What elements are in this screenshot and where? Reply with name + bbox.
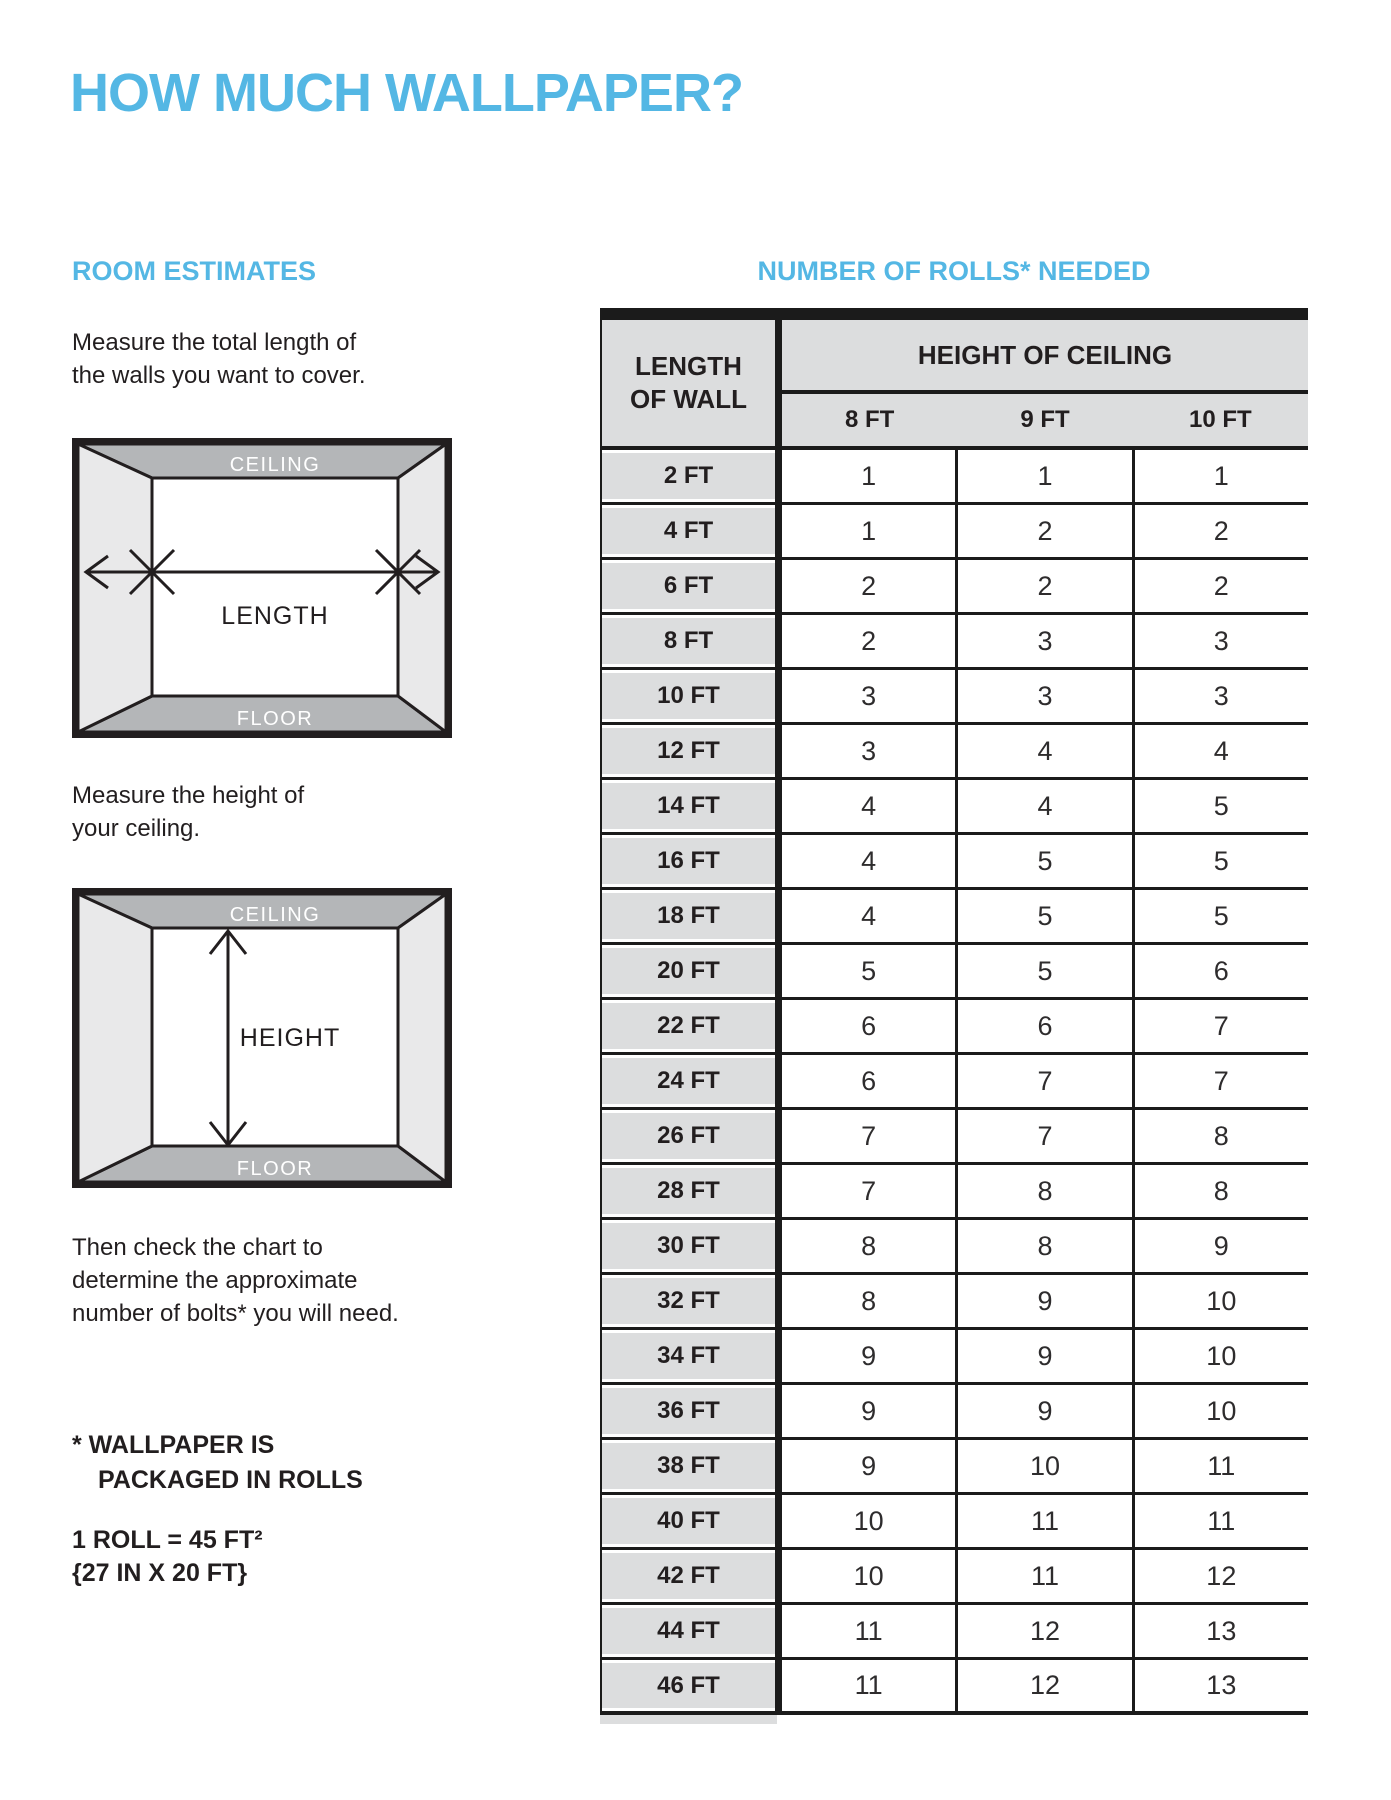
instruction-measure-length xyxy=(72,326,365,392)
table-row xyxy=(600,505,1308,560)
col-header-9ft: 9 FT xyxy=(1020,406,1070,433)
thick-divider xyxy=(775,1165,782,1217)
cell-8ft: 3 xyxy=(782,725,955,777)
rolls-needed-heading: NUMBER OF ROLLS* NEEDED xyxy=(757,256,1151,286)
table-bottom-sliver xyxy=(600,1715,777,1724)
table-top-bar xyxy=(600,308,1308,320)
table-row xyxy=(600,1110,1308,1165)
thick-divider xyxy=(775,320,782,446)
thick-divider xyxy=(775,780,782,832)
cell-10ft: 7 xyxy=(1132,1055,1308,1107)
cell-9ft: 2 xyxy=(955,560,1131,612)
ceiling-label: CEILING xyxy=(229,454,321,476)
wallpaper-footnote xyxy=(72,1428,363,1498)
table-row xyxy=(600,1660,1308,1715)
thick-divider xyxy=(775,1330,782,1382)
table-row xyxy=(600,1385,1308,1440)
row-label: 16 FT xyxy=(600,835,775,887)
row-label: 32 FT xyxy=(600,1275,775,1327)
length-diagram xyxy=(72,438,452,738)
col-header-10ft: 10 FT xyxy=(1188,406,1252,433)
cell-10ft: 7 xyxy=(1132,1000,1308,1052)
row-label: 6 FT xyxy=(600,560,775,612)
height-of-ceiling-header: HEIGHT OF CEILING xyxy=(782,320,1308,394)
floor-label: FLOOR xyxy=(236,1158,314,1180)
table-row xyxy=(600,780,1308,835)
cell-10ft: 13 xyxy=(1132,1605,1308,1657)
cell-8ft: 8 xyxy=(782,1275,955,1327)
cell-8ft: 11 xyxy=(782,1605,955,1657)
height-label: HEIGHT xyxy=(239,1024,341,1052)
cell-8ft: 4 xyxy=(782,780,955,832)
cell-8ft: 1 xyxy=(782,505,955,557)
cell-9ft: 4 xyxy=(955,725,1131,777)
cell-9ft: 12 xyxy=(955,1660,1131,1711)
row-label: 46 FT xyxy=(600,1660,775,1711)
height-diagram-svg xyxy=(78,894,446,1182)
table-row xyxy=(600,1605,1308,1660)
table-row xyxy=(600,560,1308,615)
table-body xyxy=(600,450,1308,1715)
cell-8ft: 1 xyxy=(782,450,955,502)
cell-8ft: 7 xyxy=(782,1110,955,1162)
thick-divider xyxy=(775,945,782,997)
cell-8ft: 3 xyxy=(782,670,955,722)
cell-10ft: 8 xyxy=(1132,1165,1308,1217)
table-row xyxy=(600,890,1308,945)
table-row xyxy=(600,1000,1308,1055)
room-estimates-heading: ROOM ESTIMATES xyxy=(72,256,317,286)
col-header-8ft: 8 FT xyxy=(844,406,895,433)
table-row xyxy=(600,835,1308,890)
cell-9ft: 8 xyxy=(955,1220,1131,1272)
cell-10ft: 5 xyxy=(1132,835,1308,887)
table-row xyxy=(600,1330,1308,1385)
cell-10ft: 10 xyxy=(1132,1385,1308,1437)
cell-10ft: 4 xyxy=(1132,725,1308,777)
table-row xyxy=(600,1440,1308,1495)
left-wall xyxy=(78,444,152,732)
cell-9ft: 12 xyxy=(955,1605,1131,1657)
row-label: 26 FT xyxy=(600,1110,775,1162)
table-row xyxy=(600,615,1308,670)
row-label: 28 FT xyxy=(600,1165,775,1217)
thick-divider xyxy=(775,1220,782,1272)
instruction-line: Measure the total length of xyxy=(72,329,357,356)
row-label: 14 FT xyxy=(600,780,775,832)
instruction-measure-height xyxy=(72,779,304,845)
back-wall xyxy=(152,478,398,696)
header-line: OF WALL xyxy=(630,384,747,414)
length-diagram-svg xyxy=(78,444,446,732)
cell-10ft: 2 xyxy=(1132,505,1308,557)
cell-9ft: 5 xyxy=(955,890,1131,942)
table-row xyxy=(600,1275,1308,1330)
cell-9ft: 5 xyxy=(955,945,1131,997)
cell-10ft: 2 xyxy=(1132,560,1308,612)
cell-9ft: 3 xyxy=(955,670,1131,722)
row-label: 22 FT xyxy=(600,1000,775,1052)
thick-divider xyxy=(775,890,782,942)
instruction-line: the walls you want to cover. xyxy=(72,362,366,389)
column-headers xyxy=(782,394,1308,446)
cell-8ft: 7 xyxy=(782,1165,955,1217)
cell-10ft: 6 xyxy=(1132,945,1308,997)
row-label: 18 FT xyxy=(600,890,775,942)
cell-8ft: 10 xyxy=(782,1550,955,1602)
header-line: LENGTH xyxy=(635,351,742,381)
cell-8ft: 9 xyxy=(782,1440,955,1492)
thick-divider xyxy=(775,560,782,612)
cell-8ft: 2 xyxy=(782,615,955,667)
row-label: 8 FT xyxy=(600,615,775,667)
thick-divider xyxy=(775,1055,782,1107)
cell-8ft: 6 xyxy=(782,1055,955,1107)
thick-divider xyxy=(775,1275,782,1327)
thick-divider xyxy=(775,450,782,502)
rolls-table xyxy=(600,308,1308,1724)
instruction-line: Then check the chart to xyxy=(72,1234,323,1261)
row-label: 2 FT xyxy=(600,450,775,502)
thick-divider xyxy=(775,1550,782,1602)
instruction-line: Measure the height of xyxy=(72,782,305,809)
instruction-check-chart xyxy=(72,1231,399,1330)
page-title: HOW MUCH WALLPAPER? xyxy=(70,63,743,123)
table-row xyxy=(600,1220,1308,1275)
cell-9ft: 3 xyxy=(955,615,1131,667)
ceiling-label: CEILING xyxy=(229,904,321,926)
cell-8ft: 4 xyxy=(782,890,955,942)
row-label: 4 FT xyxy=(600,505,775,557)
cell-9ft: 4 xyxy=(955,780,1131,832)
table-row xyxy=(600,1495,1308,1550)
roll-spec-line: 1 ROLL = 45 FT² xyxy=(72,1526,263,1554)
thick-divider xyxy=(775,670,782,722)
row-label: 44 FT xyxy=(600,1605,775,1657)
instruction-line: determine the approximate xyxy=(72,1267,358,1294)
ceiling-header-group xyxy=(782,320,1308,446)
thick-divider xyxy=(775,1495,782,1547)
footnote-line: * WALLPAPER IS xyxy=(72,1431,275,1459)
height-diagram xyxy=(72,888,452,1188)
instruction-line: number of bolts* you will need. xyxy=(72,1300,399,1327)
table-row xyxy=(600,1550,1308,1605)
cell-10ft: 12 xyxy=(1132,1550,1308,1602)
thick-divider xyxy=(775,1385,782,1437)
cell-9ft: 7 xyxy=(955,1110,1131,1162)
thick-divider xyxy=(775,1440,782,1492)
roll-spec xyxy=(72,1524,263,1590)
table-row xyxy=(600,670,1308,725)
row-label: 36 FT xyxy=(600,1385,775,1437)
row-label: 30 FT xyxy=(600,1220,775,1272)
thick-divider xyxy=(775,1605,782,1657)
cell-9ft: 11 xyxy=(955,1550,1131,1602)
cell-10ft: 8 xyxy=(1132,1110,1308,1162)
cell-9ft: 6 xyxy=(955,1000,1131,1052)
cell-8ft: 10 xyxy=(782,1495,955,1547)
cell-10ft: 13 xyxy=(1132,1660,1308,1711)
cell-8ft: 9 xyxy=(782,1385,955,1437)
thick-divider xyxy=(775,1660,782,1711)
table-row xyxy=(600,725,1308,780)
cell-8ft: 11 xyxy=(782,1660,955,1711)
row-label: 20 FT xyxy=(600,945,775,997)
table-header xyxy=(600,320,1308,450)
row-label: 12 FT xyxy=(600,725,775,777)
thick-divider xyxy=(775,725,782,777)
cell-8ft: 2 xyxy=(782,560,955,612)
cell-8ft: 5 xyxy=(782,945,955,997)
cell-10ft: 5 xyxy=(1132,780,1308,832)
cell-8ft: 8 xyxy=(782,1220,955,1272)
row-label: 34 FT xyxy=(600,1330,775,1382)
cell-8ft: 6 xyxy=(782,1000,955,1052)
cell-10ft: 3 xyxy=(1132,615,1308,667)
floor-label: FLOOR xyxy=(236,708,314,730)
row-label: 42 FT xyxy=(600,1550,775,1602)
cell-8ft: 9 xyxy=(782,1330,955,1382)
row-label: 40 FT xyxy=(600,1495,775,1547)
cell-9ft: 10 xyxy=(955,1440,1131,1492)
thick-divider xyxy=(775,615,782,667)
footnote-line: PACKAGED IN ROLLS xyxy=(98,1466,363,1494)
cell-10ft: 1 xyxy=(1132,450,1308,502)
cell-9ft: 5 xyxy=(955,835,1131,887)
thick-divider xyxy=(775,835,782,887)
cell-9ft: 9 xyxy=(955,1330,1131,1382)
cell-10ft: 9 xyxy=(1132,1220,1308,1272)
length-label: LENGTH xyxy=(221,602,329,630)
cell-9ft: 11 xyxy=(955,1495,1131,1547)
cell-10ft: 5 xyxy=(1132,890,1308,942)
right-wall xyxy=(398,894,446,1182)
table-row xyxy=(600,945,1308,1000)
cell-9ft: 2 xyxy=(955,505,1131,557)
cell-9ft: 9 xyxy=(955,1275,1131,1327)
table-row xyxy=(600,1165,1308,1220)
right-wall xyxy=(398,444,446,732)
row-label: 38 FT xyxy=(600,1440,775,1492)
instruction-line: your ceiling. xyxy=(72,815,201,842)
thick-divider xyxy=(775,505,782,557)
row-label: 10 FT xyxy=(600,670,775,722)
length-of-wall-header xyxy=(600,320,775,446)
row-label: 24 FT xyxy=(600,1055,775,1107)
left-wall xyxy=(78,894,152,1182)
thick-divider xyxy=(775,1110,782,1162)
cell-10ft: 10 xyxy=(1132,1275,1308,1327)
table-row xyxy=(600,450,1308,505)
cell-10ft: 3 xyxy=(1132,670,1308,722)
cell-9ft: 8 xyxy=(955,1165,1131,1217)
cell-9ft: 9 xyxy=(955,1385,1131,1437)
roll-spec-line: {27 IN X 20 FT} xyxy=(72,1559,248,1587)
cell-10ft: 10 xyxy=(1132,1330,1308,1382)
table-row xyxy=(600,1055,1308,1110)
cell-10ft: 11 xyxy=(1132,1495,1308,1547)
thick-divider xyxy=(775,1000,782,1052)
cell-9ft: 1 xyxy=(955,450,1131,502)
cell-8ft: 4 xyxy=(782,835,955,887)
cell-9ft: 7 xyxy=(955,1055,1131,1107)
cell-10ft: 11 xyxy=(1132,1440,1308,1492)
